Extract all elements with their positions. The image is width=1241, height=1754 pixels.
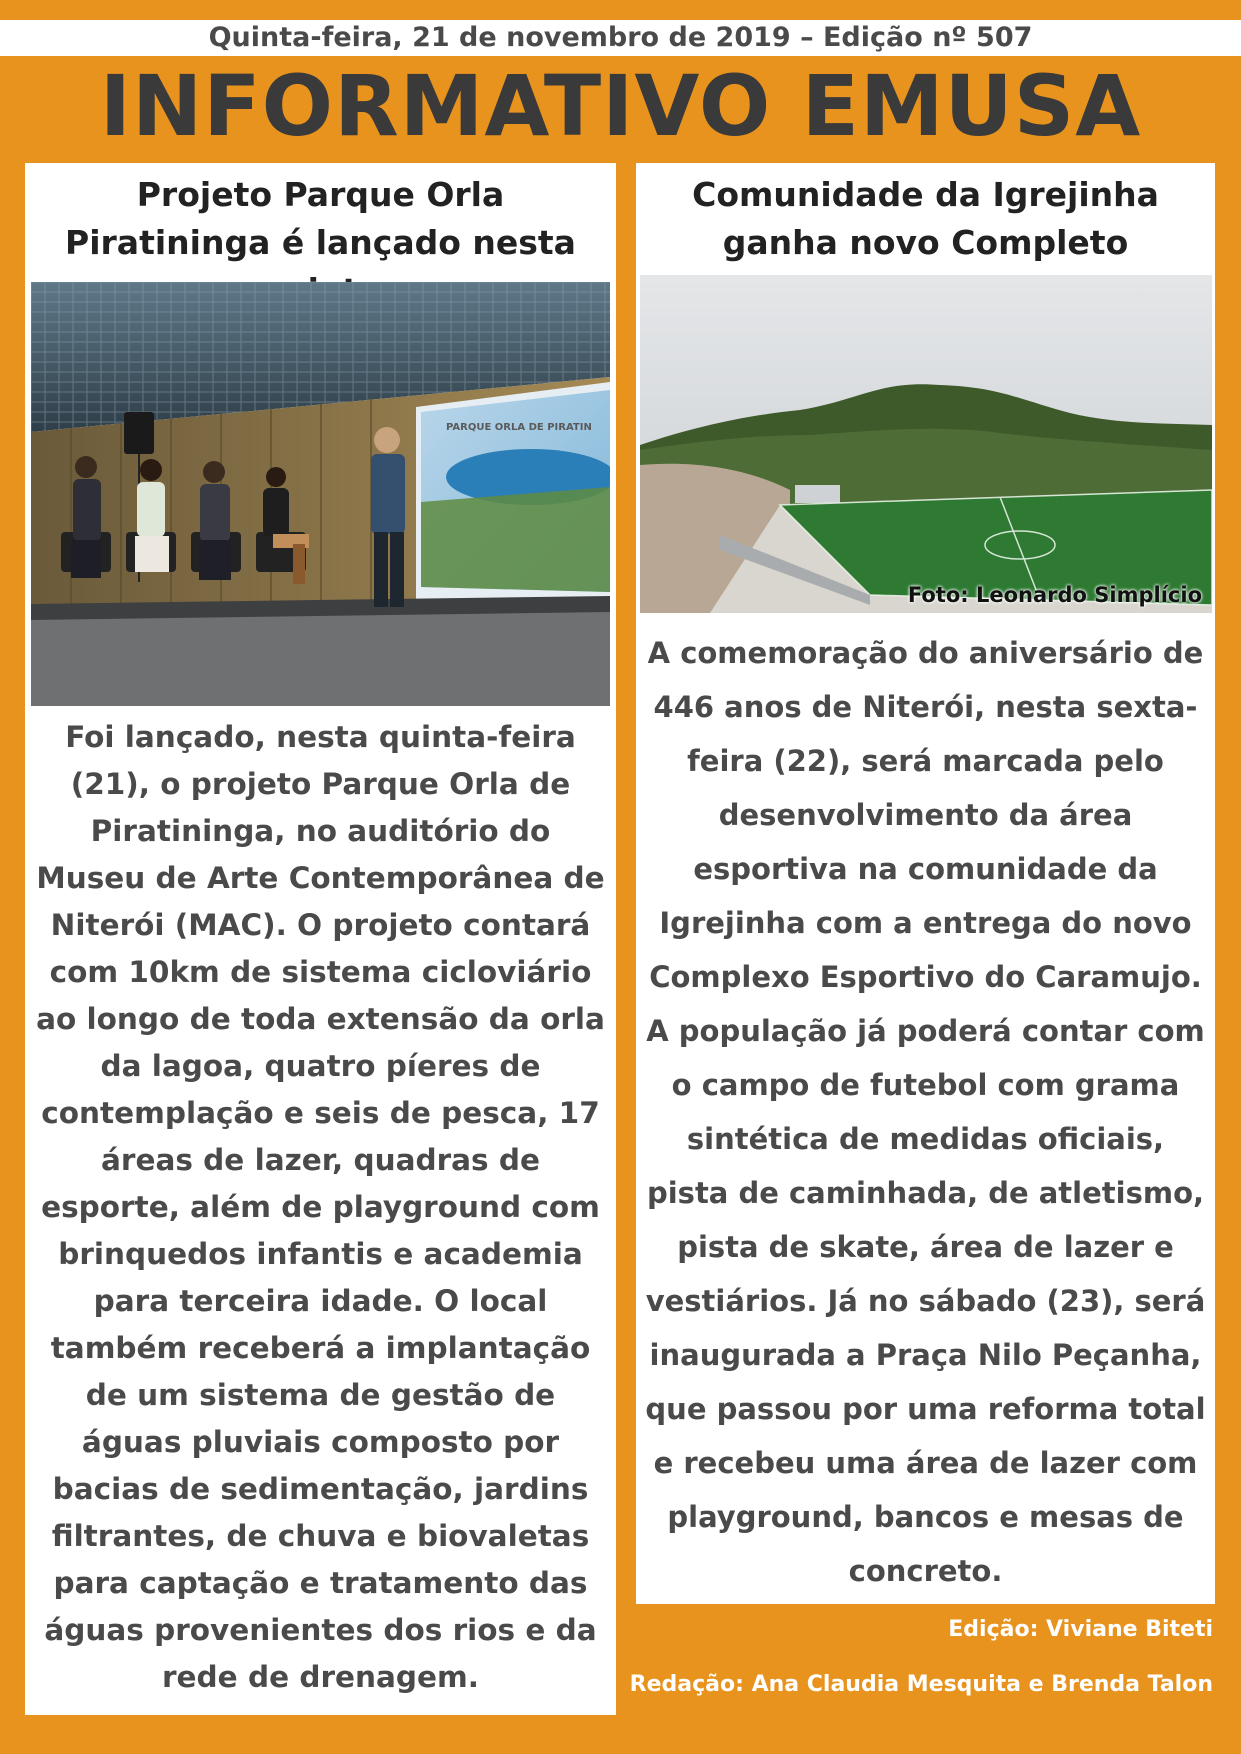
right-headline: Comunidade da Igrejinha ganha novo Completo [692, 175, 1159, 262]
dateline: Quinta-feira, 21 de novembro de 2019 – Edição nº 507 [0, 20, 1241, 56]
auditorium-photo [31, 282, 610, 706]
right-article-body: A comemoração do aniversário de 446 anos de Niterói, nesta sexta-feira (22), será marcada pelo desenvolvimento da área esportiva na comunidade da Igrejinha com a entrega do novo Complexo Esportivo do Caramujo. A população já poderá contar com o campo de futebol com grama sintética de medidas oficiais, pista de caminhada, de atletismo, pista de skate, área de lazer e vestiários. Já no sábado (23), será inaugurada a Praça Nilo Peçanha, que passou por uma reforma total e recebeu uma área de lazer com playground, bancos e mesas de concreto. [645, 636, 1206, 1588]
left-headline: Projeto Parque Orla Piratininga é lançado nesta [65, 175, 576, 262]
screen-title-text: PARQUE ORLA DE PIRATIN [446, 422, 592, 433]
footer-writers-credit: Redação: Ana Claudia Mesquita e Brenda Talon [629, 1672, 1213, 1697]
left-article-body: Foi lançado, nesta quinta-feira (21), o projeto Parque Orla de Piratininga, no auditório do Museu de Arte Contemporânea de Niterói (MAC). O projeto contará com 10km de sistema cicloviário ao longo de toda extensão da orla da lagoa, quatro píeres de contemplação e seis de pesca, 17 áreas de lazer, quadras de esporte, além de playground com brinquedos infantis e academia para terceira idade. O local também receberá a implantação de um sistema de gestão de águas pluviais composto por bacias de sedimentação, jardins filtrantes, de chuva e biovaletas para captação e tratamento das águas provenientes dos rios e da rede de drenagem. [36, 720, 605, 1694]
footer-editor-credit: Edição: Viviane Biteti [948, 1617, 1213, 1642]
masthead-title: INFORMATIVO EMUSA [99, 57, 1142, 155]
right-article [636, 163, 1215, 1604]
sports-complex-photo-illustration [640, 275, 1212, 613]
left-article [25, 163, 616, 1715]
photo-credit: Foto: Leonardo Simplício [907, 583, 1202, 607]
sports-complex-photo [640, 275, 1212, 613]
auditorium-photo-illustration [31, 282, 610, 706]
